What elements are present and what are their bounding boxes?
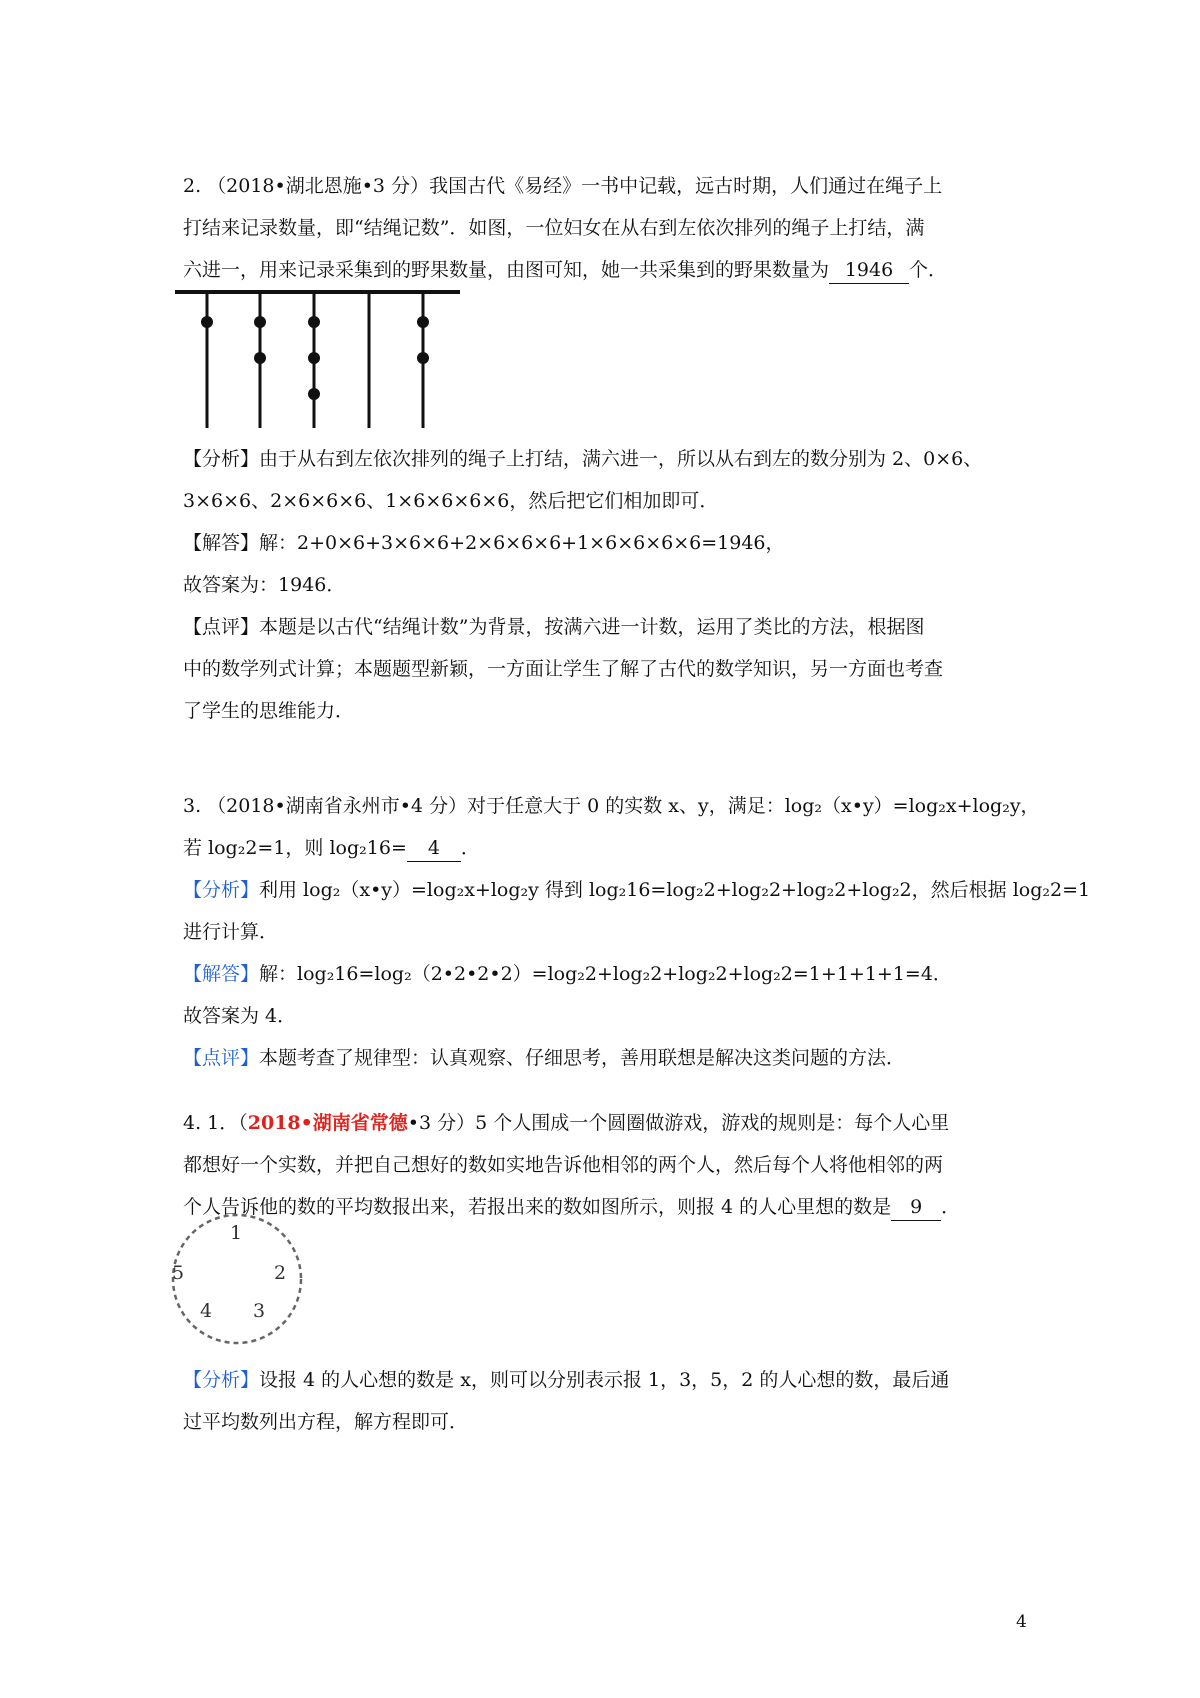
knot: [417, 316, 429, 328]
q3-review: 【点评】本题考查了规律型：认真观察、仔细思考，善用联想是解决这类问题的方法．: [183, 1047, 906, 1069]
q3-analysis: 【分析】利用 log₂（x•y）=log₂x+log₂y 得到 log₂16=log₂2+log₂2+log₂2+log₂2，然后根据 log₂2=1: [183, 879, 1091, 901]
question-3: [183, 785, 1091, 1079]
q2-answer-blank: 1946: [829, 257, 909, 284]
knot: [254, 316, 266, 328]
page-number: 4: [1016, 1612, 1027, 1632]
circle-figure: [164, 1205, 314, 1355]
q2-review-3: 了学生的思维能力．: [183, 700, 355, 722]
circle-number: 1: [230, 1222, 243, 1244]
knot: [254, 352, 266, 364]
review-tag: 【点评】: [183, 1047, 260, 1069]
solution-tag: 【解答】: [183, 963, 260, 985]
q2-analysis: 【分析】由于从右到左依次排列的绳子上打结，满六进一，所以从右到左的数分别为 2、0×6、: [183, 448, 983, 470]
knot: [308, 388, 320, 400]
q3-final-answer: 故答案为 4．: [183, 1005, 297, 1027]
q4-explanation: [183, 1359, 1033, 1443]
solution-tag: 【解答】: [183, 532, 260, 554]
knot-rope-figure: [170, 285, 470, 435]
analysis-tag: 【分析】: [183, 879, 260, 901]
q2-review-2: 中的数学列式计算；本题题型新颖，一方面让学生了解了古代的数学知识，另一方面也考查: [183, 658, 944, 680]
analysis-tag: 【分析】: [183, 448, 260, 470]
circle-number: 3: [253, 1300, 266, 1322]
q2-line-3: 六进一，用来记录采集到的野果数量，由图可知，她一共采集到的野果数量为 1946 个．: [183, 249, 1033, 291]
circle-number: 4: [200, 1300, 213, 1322]
q2-line-2: 打结来记录数量，即“结绳记数”．如图，一位妇女在从右到左依次排列的绳子上打结，满: [183, 217, 925, 239]
knot: [201, 316, 213, 328]
circle-number: 2: [274, 1262, 287, 1284]
q4-answer-blank: 9: [891, 1194, 941, 1221]
q4-line-2: 都想好一个实数，并把自己想好的数如实地告诉他相邻的两个人，然后每个人将他相邻的两: [183, 1154, 944, 1176]
circle-number: 5: [172, 1262, 185, 1284]
q2-solution: 【解答】解：2+0×6+3×6×6+2×6×6×6+1×6×6×6×6=1946，: [183, 532, 785, 554]
analysis-tag: 【分析】: [183, 1369, 260, 1391]
q4-line-3: 个人告诉他的数的平均数报出来，若报出来的数如图所示，则报 4 的人心里想的数是 9 ．: [183, 1186, 1033, 1228]
question-2: [183, 165, 1033, 291]
q4-analysis: 【分析】设报 4 的人心想的数是 x，则可以分别表示报 1，3，5，2 的人心想的数，最后通: [183, 1369, 950, 1391]
q4-analysis-2: 过平均数列出方程，解方程即可．: [183, 1411, 469, 1433]
q2-explanation: [183, 438, 1033, 732]
knot: [308, 352, 320, 364]
review-tag: 【点评】: [183, 616, 260, 638]
q2-analysis-2: 3×6×6、2×6×6×6、1×6×6×6×6，然后把它们相加即可．: [183, 490, 719, 512]
q3-solution: 【解答】解：log₂16=log₂（2•2•2•2）=log₂2+log₂2+log₂2+log₂2=1+1+1+1=4．: [183, 963, 952, 985]
q2-final-answer: 故答案为：1946．: [183, 574, 346, 596]
q3-line-2: 若 log₂2=1，则 log₂16= 4 ．: [183, 827, 1033, 869]
q3-answer-blank: 4: [407, 835, 461, 862]
q3-analysis-2: 进行计算．: [183, 921, 279, 943]
knot: [308, 316, 320, 328]
q3-line-1: 3. （2018•湖南省永州市•4 分）对于任意大于 0 的实数 x、y，满足：log₂（x•y）=log₂x+log₂y，: [183, 795, 1040, 817]
q2-review: 【点评】本题是以古代“结绳计数”为背景，按满六进一计数，运用了类比的方法，根据图: [183, 616, 925, 638]
q2-line-1: 2. （2018•湖北恩施•3 分）我国古代《易经》一书中记载，远古时期，人们通过在绳子上: [183, 175, 943, 197]
q4-line-1: 4. 1．（2018•湖南省常德•3 分）5 个人围成一个圆圈做游戏，游戏的规则是：每个人心里: [183, 1112, 950, 1134]
knot: [417, 352, 429, 364]
q4-source: 2018•湖南省常德: [247, 1112, 408, 1134]
